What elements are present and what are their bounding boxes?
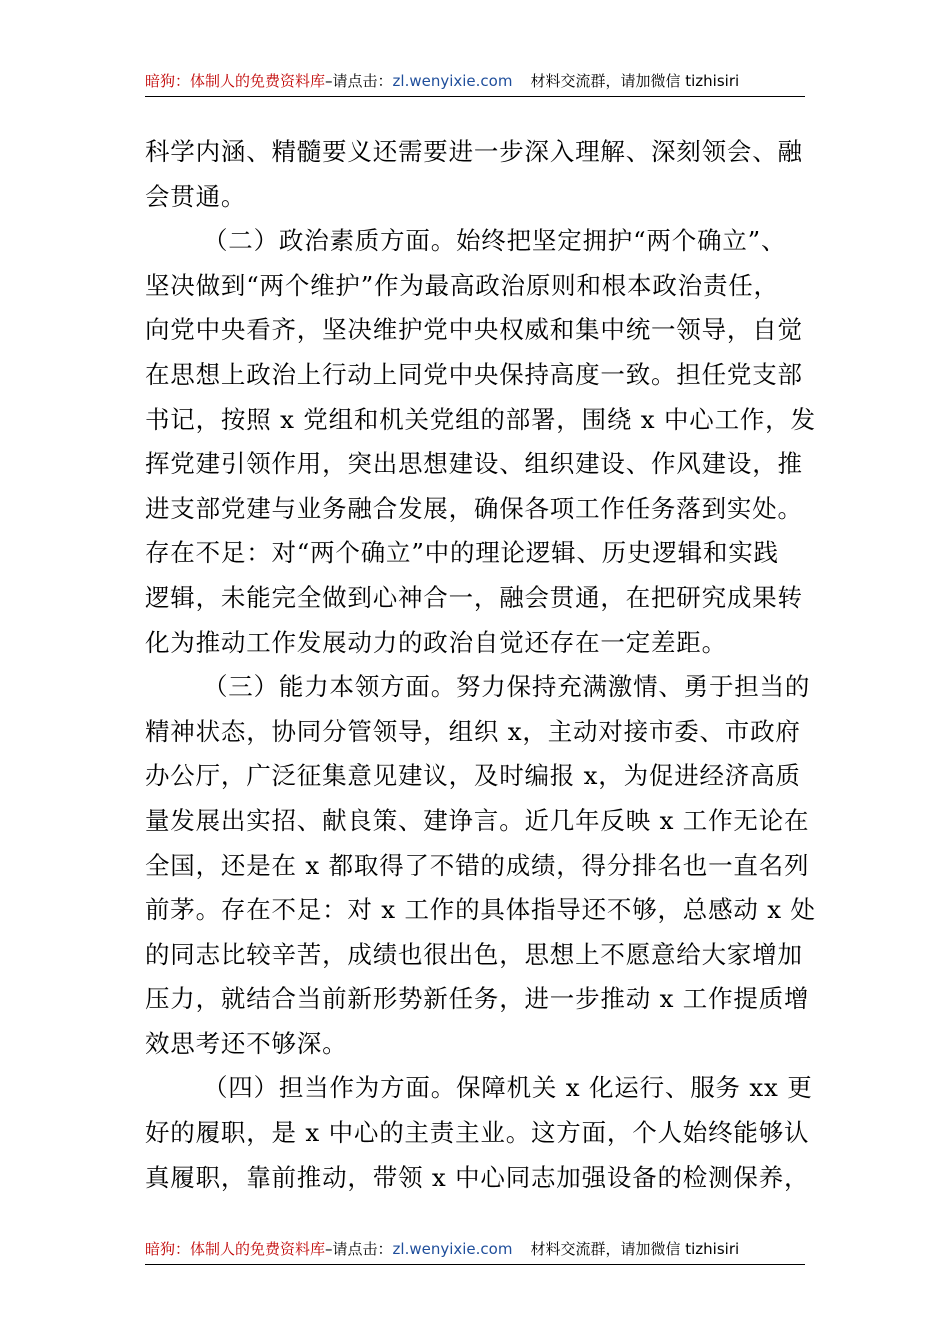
section-two-heading-line: （二）政治素质方面。始终把坚定拥护“两个确立”、 bbox=[203, 226, 787, 256]
body-line: 效思考还不够深。 bbox=[145, 1028, 348, 1058]
footer-url-link[interactable]: zl.wenyixie.com bbox=[392, 1240, 513, 1258]
body-line: 坚决做到“两个维护”作为最高政治原则和根本政治责任， bbox=[145, 270, 779, 300]
body-line: 全国，还是在 x 都取得了不错的成绩，得分排名也一直名列 bbox=[145, 850, 810, 880]
body-line: 存在不足：对“两个确立”中的理论逻辑、历史逻辑和实践 bbox=[145, 538, 779, 568]
section-four-heading-line: （四）担当作为方面。保障机关 x 化运行、服务 xx 更 bbox=[203, 1073, 813, 1103]
section-three-heading-line: （三）能力本领方面。努力保持充满激情、勇于担当的 bbox=[203, 672, 811, 702]
body-line: 科学内涵、精髓要义还需要进一步深入理解、深刻领会、融 bbox=[145, 137, 803, 166]
body-line: 逻辑，未能完全做到心神合一，融会贯通，在把研究成果转 bbox=[145, 582, 803, 612]
page-footer-banner bbox=[145, 1234, 805, 1265]
body-line: 精神状态，协同分管领导，组织 x，主动对接市委、市政府 bbox=[145, 716, 801, 746]
header-brand: 暗狗：体制人的免费资料库 bbox=[145, 72, 326, 90]
body-line: 量发展出实招、献良策、建诤言。近几年反映 x 工作无论在 bbox=[145, 805, 810, 835]
page-header-banner bbox=[145, 66, 805, 97]
body-line: 好的履职，是 x 中心的主责主业。这方面，个人始终能够认 bbox=[145, 1118, 810, 1148]
body-line: 前茅。存在不足：对 x 工作的具体指导还不够，总感动 x 处 bbox=[145, 895, 816, 925]
body-line: 向党中央看齐，坚决维护党中央权威和集中统一领导，自觉 bbox=[145, 315, 803, 345]
body-line: 化为推动工作发展动力的政治自觉还存在一定差距。 bbox=[145, 627, 727, 657]
body-line: 挥党建引领作用，突出思想建设、组织建设、作风建设，推 bbox=[145, 449, 803, 479]
body-line: 的同志比较辛苦，成绩也很出色，思想上不愿意给大家增加 bbox=[145, 939, 803, 969]
footer-prompt: –请点击： bbox=[325, 1240, 393, 1258]
body-line: 会贯通。 bbox=[145, 181, 247, 211]
footer-contact: 材料交流群，请加微信 tizhisiri bbox=[530, 1240, 740, 1258]
body-line: 办公厅，广泛征集意见建议，及时编报 x，为促进经济高质 bbox=[145, 761, 801, 791]
body-line: 在思想上政治上行动上同党中央保持高度一致。担任党支部 bbox=[145, 359, 803, 389]
body-line: 真履职，靠前推动，带领 x 中心同志加强设备的检测保养， bbox=[145, 1162, 810, 1192]
body-line: 进支部党建与业务融合发展，确保各项工作任务落到实处。 bbox=[145, 493, 803, 523]
body-line: 压力，就结合当前新形势新任务，进一步推动 x 工作提质增 bbox=[145, 984, 810, 1014]
header-prompt: –请点击： bbox=[325, 72, 393, 90]
document-body bbox=[145, 130, 816, 1200]
footer-brand: 暗狗：体制人的免费资料库 bbox=[145, 1240, 326, 1258]
body-line: 书记，按照 x 党组和机关党组的部署，围绕 x 中心工作，发 bbox=[145, 404, 816, 434]
header-contact: 材料交流群，请加微信 tizhisiri bbox=[530, 72, 740, 90]
header-url-link[interactable]: zl.wenyixie.com bbox=[392, 72, 513, 90]
